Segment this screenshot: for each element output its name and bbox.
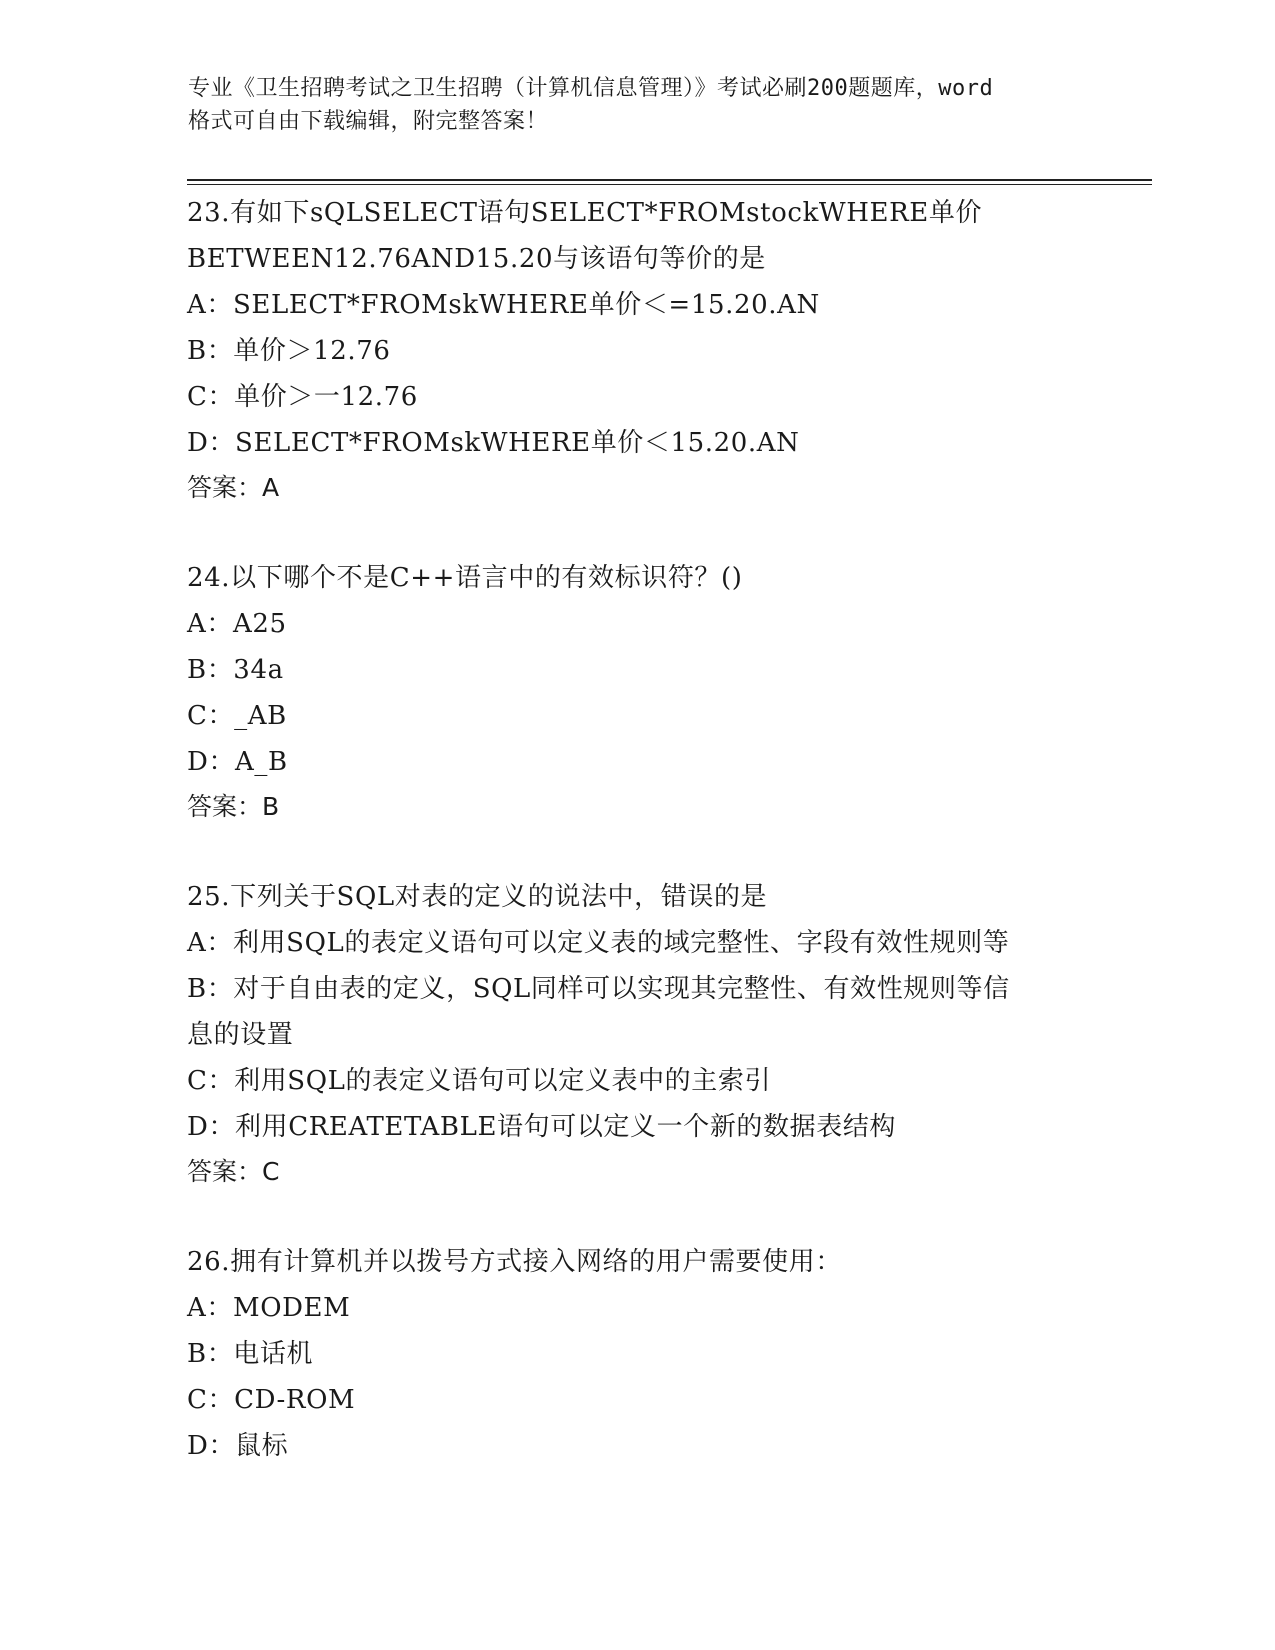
option-c: C：_AB xyxy=(187,701,287,731)
question-24 xyxy=(187,555,1087,829)
question-23 xyxy=(187,190,1087,510)
option-d: D：SELECT*FROMskWHERE单价＜15.20.AN xyxy=(187,428,800,458)
question-text: 23.有如下sQLSELECT语句SELECT*FROMstockWHERE单价 xyxy=(187,198,983,228)
question-text: BETWEEN12.76AND15.20与该语句等价的是 xyxy=(187,244,766,274)
document-header xyxy=(188,72,1088,138)
option-b: B：34a xyxy=(187,655,284,685)
header-line-2: 格式可自由下载编辑，附完整答案！ xyxy=(188,109,549,134)
option-c: C：利用SQL的表定义语句可以定义表中的主索引 xyxy=(187,1066,772,1096)
question-text: 24.以下哪个不是C++语言中的有效标识符？() xyxy=(187,563,743,593)
option-b: B：电话机 xyxy=(187,1339,314,1369)
answer: 答案：C xyxy=(187,1157,280,1186)
question-list xyxy=(187,190,1087,1469)
answer: 答案：B xyxy=(187,792,280,821)
option-c: C：CD-ROM xyxy=(187,1385,356,1415)
option-c: C：单价＞一12.76 xyxy=(187,382,418,412)
option-b: B：单价＞12.76 xyxy=(187,336,391,366)
answer: 答案：A xyxy=(187,473,280,502)
option-b: B：对于自由表的定义，SQL同样可以实现其完整性、有效性规则等信 xyxy=(187,974,1010,1004)
question-25 xyxy=(187,874,1087,1194)
question-text: 25.下列关于SQL对表的定义的说法中，错误的是 xyxy=(187,882,768,912)
question-26 xyxy=(187,1239,1087,1469)
option-a: A：SELECT*FROMskWHERE单价＜=15.20.AN xyxy=(187,290,820,320)
option-a: A：利用SQL的表定义语句可以定义表的域完整性、字段有效性规则等 xyxy=(187,928,1010,958)
option-d: D：鼠标 xyxy=(187,1431,289,1461)
header-divider-thick xyxy=(187,179,1152,181)
header-divider-thin xyxy=(187,184,1152,185)
header-line-1: 专业《卫生招聘考试之卫生招聘（计算机信息管理）》考试必刷200题题库，word xyxy=(188,76,994,101)
option-a: A：MODEM xyxy=(187,1293,351,1323)
option-a: A：A25 xyxy=(187,609,287,639)
option-d: D：A_B xyxy=(187,747,288,777)
question-text: 26.拥有计算机并以拨号方式接入网络的用户需要使用： xyxy=(187,1247,842,1277)
option-b-continued: 息的设置 xyxy=(187,1020,294,1050)
option-d: D：利用CREATETABLE语句可以定义一个新的数据表结构 xyxy=(187,1112,897,1142)
